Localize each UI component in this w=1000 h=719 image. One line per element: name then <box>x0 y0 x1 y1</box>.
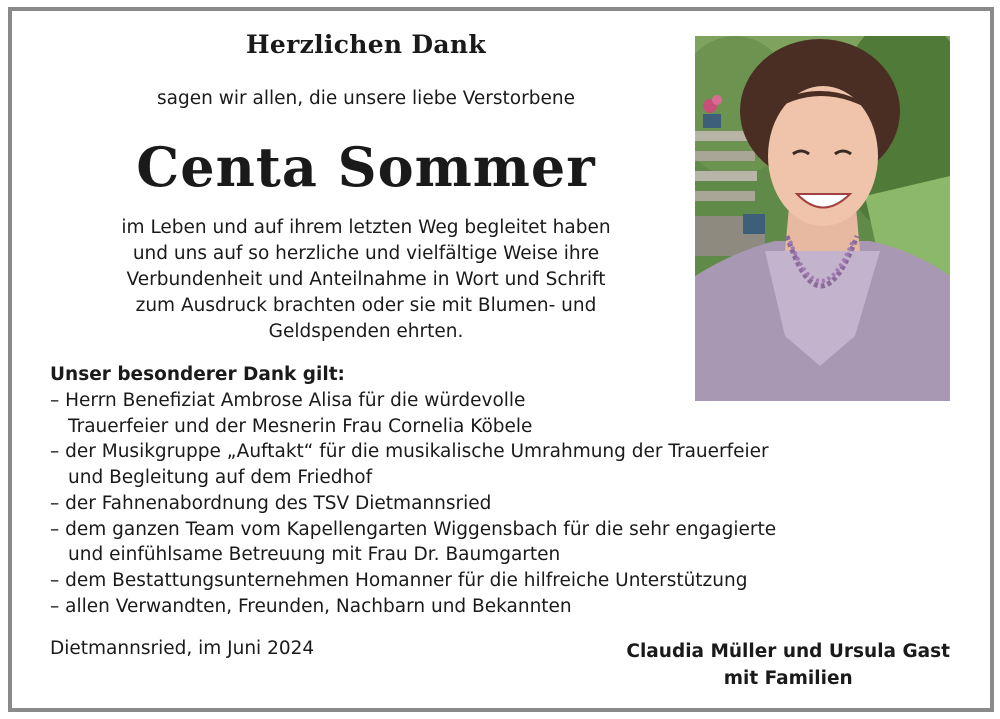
body-line: und uns auf so herzliche und vielfältige Weise ihre <box>132 243 600 264</box>
thanks-line: – der Fahnenabordnung des TSV Dietmannsried <box>50 492 492 514</box>
thanks-line: – dem Bestattungsunternehmen Homanner für die hilfreiche Unterstützung <box>50 569 748 591</box>
body-line: im Leben und auf ihrem letzten Weg begleitet haben <box>121 217 611 238</box>
thanks-line: – dem ganzen Team vom Kapellengarten Wiggensbach für die sehr engagierte <box>50 518 777 540</box>
body-text <box>46 215 686 345</box>
heading: Herzlichen Dank <box>246 30 486 59</box>
body-line: Verbundenheit und Anteilnahme in Wort und Schrift <box>126 269 606 290</box>
thanks-line: – der Musikgruppe „Auftakt“ für die musikalische Umrahmung der Trauerfeier <box>50 441 769 463</box>
deceased-name: Centa Sommer <box>136 135 596 199</box>
place-date: Dietmannsried, im Juni 2024 <box>50 638 315 659</box>
signature-names: Claudia Müller und Ursula Gast <box>626 641 950 662</box>
body-line: zum Ausdruck brachten oder sie mit Blumen- und <box>135 295 597 316</box>
thanks-line: Trauerfeier und der Mesnerin Frau Cornelia Köbele <box>68 415 533 437</box>
portrait-photo <box>695 36 950 401</box>
signature-families: mit Familien <box>723 668 853 689</box>
thanks-line: – allen Verwandten, Freunden, Nachbarn und Bekannten <box>50 595 572 617</box>
thanks-title: Unser besonderer Dank gilt: <box>50 364 345 385</box>
thanks-line: und einfühlsame Betreuung mit Frau Dr. Baumgarten <box>68 544 561 566</box>
thanks-line: – Herrn Benefiziat Ambrose Alisa für die würdevolle <box>50 390 526 411</box>
intro-text: sagen wir allen, die unsere liebe Verstorbene <box>157 88 575 109</box>
thanks-line: und Begleitung auf dem Friedhof <box>68 467 373 489</box>
body-line: Geldspenden ehrten. <box>268 321 464 342</box>
thanks-list <box>50 388 776 619</box>
signature <box>626 638 950 692</box>
